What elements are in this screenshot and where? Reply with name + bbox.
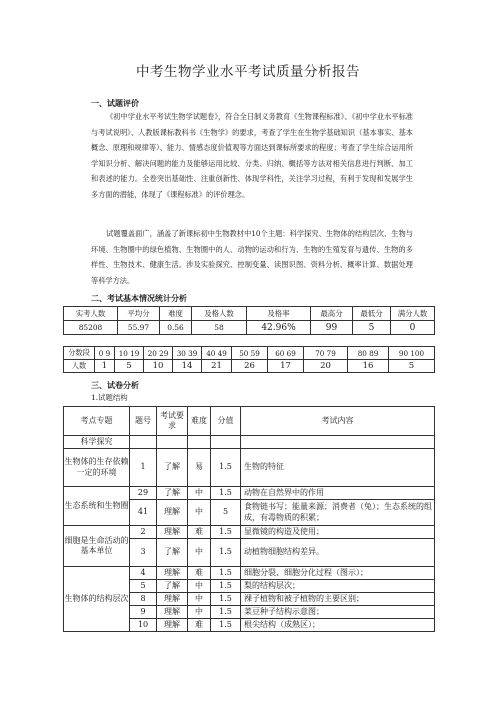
paragraph-1-text: 《初中学业水平考试生物学试题卷》，符合全日制义务教育《生物课程标准》、《初中学业水平标准与考试说明》、人教版课标教科书《生物学》的要求，考查了学生在生物学基础知识（基本事实、基本概念、原理和规律等）、能力、情感态度价值观等方面达到课标所要求的程度；考查了学生综合运用所学知识分析、解决问题的能力及能够运用比较、分类、归纳、概括等方法对相关信息进行判断、加工和表述的能力。全卷突出基础性、注重创新性、体现学科性，关注学习过程，有利于发现和发展学生多方面的潜能，体现了《课程标准》的评价理念。: [91, 112, 413, 199]
score-count-cell: 16: [348, 360, 389, 373]
score-cell: 1.5: [211, 580, 241, 593]
structure-header-cell: 考试要求: [157, 407, 188, 436]
score-range-cell: 40 49: [202, 347, 232, 360]
question-number-cell: 1: [130, 449, 157, 487]
score-count-cell: 5: [389, 360, 435, 373]
score-count-cell: 14: [173, 360, 202, 373]
content-cell: 根尖结构（成熟区）；: [241, 619, 435, 632]
score-cell: 1.5: [211, 526, 241, 539]
content-cell: 动物在自然界中的作用: [241, 487, 435, 500]
table-row: [64, 436, 435, 449]
score-cell: 1.5: [211, 539, 241, 567]
empty-cell: [241, 436, 435, 449]
content-cell: 动植物细胞结构差异。: [241, 539, 435, 567]
stats-header-cell: 最低分: [353, 307, 391, 321]
score-range-cell: 0 9: [95, 347, 115, 360]
section-3-subheading: 1.试题结构: [91, 393, 128, 402]
stats-value-cell: 42.96%: [247, 321, 311, 335]
score-cell: 1.5: [211, 449, 241, 487]
score-count-cell: 1: [95, 360, 115, 373]
question-number-cell: 10: [130, 619, 157, 632]
score-count-cell: 5: [115, 360, 144, 373]
difficulty-cell: 难: [188, 526, 211, 539]
empty-cell: [130, 436, 157, 449]
question-number-cell: 3: [130, 539, 157, 567]
exam-structure-table: [63, 406, 435, 632]
difficulty-cell: 难: [188, 619, 211, 632]
score-range-cell: 90 100: [389, 347, 435, 360]
score-count-cell: 26: [232, 360, 268, 373]
content-cell: 食物链书写；能量来源；消费者（兔）；生态系统的组成，有毒物质的积累；: [241, 500, 435, 526]
score-range-cell: 30 39: [173, 347, 202, 360]
requirement-cell: 了解: [157, 487, 188, 500]
structure-header-row: [64, 407, 435, 436]
empty-cell: [157, 436, 188, 449]
stats-value-cell: 0.56: [160, 321, 192, 335]
score-count-cell: 20: [304, 360, 348, 373]
score-count-cell: 21: [202, 360, 232, 373]
question-number-cell: 9: [130, 606, 157, 619]
topic-cell: 细胞是生命活动的基本单位: [64, 526, 130, 567]
table-row: [64, 567, 435, 580]
content-cell: 裸子植物和被子植物的主要区别；: [241, 593, 435, 606]
question-number-cell: 5: [130, 580, 157, 593]
question-number-cell: 2: [130, 526, 157, 539]
topic-cell: 生物体的结构层次: [64, 567, 130, 632]
stats-table: [63, 306, 435, 335]
question-number-cell: 41: [130, 500, 157, 526]
stats-header-cell: 难度: [160, 307, 192, 321]
score-range-cell: 80 89: [348, 347, 389, 360]
score-cell: 1.5: [211, 593, 241, 606]
section-1-heading: 一、试题评价: [91, 99, 139, 108]
empty-cell: [188, 436, 211, 449]
stats-header-cell: 最高分: [311, 307, 353, 321]
stats-value-cell: 58: [192, 321, 247, 335]
stats-header-cell: 平均分: [118, 307, 160, 321]
stats-value-cell: 85208: [64, 321, 118, 335]
structure-header-cell: 考点专题: [64, 407, 130, 436]
requirement-cell: 了解: [157, 580, 188, 593]
difficulty-cell: 中: [188, 593, 211, 606]
score-range-cell: 60 69: [268, 347, 304, 360]
difficulty-cell: 中: [188, 606, 211, 619]
content-cell: 菜豆种子结构示意图；: [241, 606, 435, 619]
stats-header-row: [64, 307, 435, 321]
difficulty-cell: 易: [188, 449, 211, 487]
score-cell: 1.5: [211, 567, 241, 580]
structure-header-cell: 题号: [130, 407, 157, 436]
report-title: 中考生物学业水平考试质量分析报告: [136, 64, 360, 80]
score-count-row: [64, 360, 435, 373]
stats-header-cell: 满分人数: [391, 307, 435, 321]
section-1-paragraph-2: [91, 226, 413, 288]
difficulty-cell: 中: [188, 500, 211, 526]
table-row: [64, 487, 435, 500]
structure-header-cell: 难度: [188, 407, 211, 436]
score-range-cell: 10 19: [115, 347, 144, 360]
table-row: [64, 449, 435, 487]
content-cell: 细胞分裂、细胞分化过程（图示）；: [241, 567, 435, 580]
difficulty-cell: 中: [188, 580, 211, 593]
question-number-cell: 4: [130, 567, 157, 580]
requirement-cell: 理解: [157, 593, 188, 606]
requirement-cell: 理解: [157, 500, 188, 526]
section-1-paragraph-1: [91, 109, 413, 203]
stats-header-cell: 实考人数: [64, 307, 118, 321]
score-cell: 5: [211, 500, 241, 526]
difficulty-cell: 中: [188, 539, 211, 567]
paragraph-2-text: 试题覆盖面广，涵盖了新课标初中生物教材中10个主题：科学探究、生物体的结构层次、生物与环境、生物圈中的绿色植物、生物圈中的人、动物的运动和行为、生物的生殖发育与遗传、生物的多样性、生物技术、健康生活。涉及实验探究、控制变量、读图识图、资料分析、概率计算、数据处理等科学方法。: [91, 229, 413, 285]
score-cell: 1.5: [211, 619, 241, 632]
score-range-label: 分数段: [64, 347, 95, 360]
stats-value-cell: 55.97: [118, 321, 160, 335]
requirement-cell: 理解: [157, 526, 188, 539]
requirement-cell: 了解: [157, 539, 188, 567]
score-cell: 1.5: [211, 487, 241, 500]
section-2-heading: 二、考试基本情况统计分析: [91, 294, 187, 303]
content-cell: 生物的特征: [241, 449, 435, 487]
content-cell: 显微镜的构造及使用；: [241, 526, 435, 539]
structure-header-cell: 分值: [211, 407, 241, 436]
stats-value-row: [64, 321, 435, 335]
content-cell: 梨的结构层次；: [241, 580, 435, 593]
score-distribution-table: [63, 346, 435, 373]
topic-cell: 生态系统和生物圈: [64, 487, 130, 526]
structure-header-cell: 考试内容: [241, 407, 435, 436]
requirement-cell: 理解: [157, 606, 188, 619]
stats-value-cell: 99: [311, 321, 353, 335]
section-3-heading: 三、试卷分析: [91, 381, 139, 390]
score-cell: 1.5: [211, 606, 241, 619]
empty-cell: [211, 436, 241, 449]
score-count-cell: 17: [268, 360, 304, 373]
stats-value-cell: 5: [353, 321, 391, 335]
score-count-label: 人数: [64, 360, 95, 373]
topic-cell: 生物体的生存依赖一定的环境: [64, 449, 130, 487]
question-number-cell: 8: [130, 593, 157, 606]
stats-header-cell: 及格率: [247, 307, 311, 321]
requirement-cell: 了解: [157, 449, 188, 487]
stats-value-cell: 0: [391, 321, 435, 335]
table-row: [64, 526, 435, 539]
score-count-cell: 10: [144, 360, 173, 373]
topic-cell: 科学探究: [64, 436, 130, 449]
stats-header-cell: 及格人数: [192, 307, 247, 321]
difficulty-cell: 中: [188, 487, 211, 500]
score-range-cell: 20 29: [144, 347, 173, 360]
question-number-cell: 29: [130, 487, 157, 500]
score-range-cell: 50 59: [232, 347, 268, 360]
requirement-cell: 理解: [157, 567, 188, 580]
score-range-cell: 70 79: [304, 347, 348, 360]
score-range-row: [64, 347, 435, 360]
difficulty-cell: 难: [188, 567, 211, 580]
requirement-cell: 理解: [157, 619, 188, 632]
